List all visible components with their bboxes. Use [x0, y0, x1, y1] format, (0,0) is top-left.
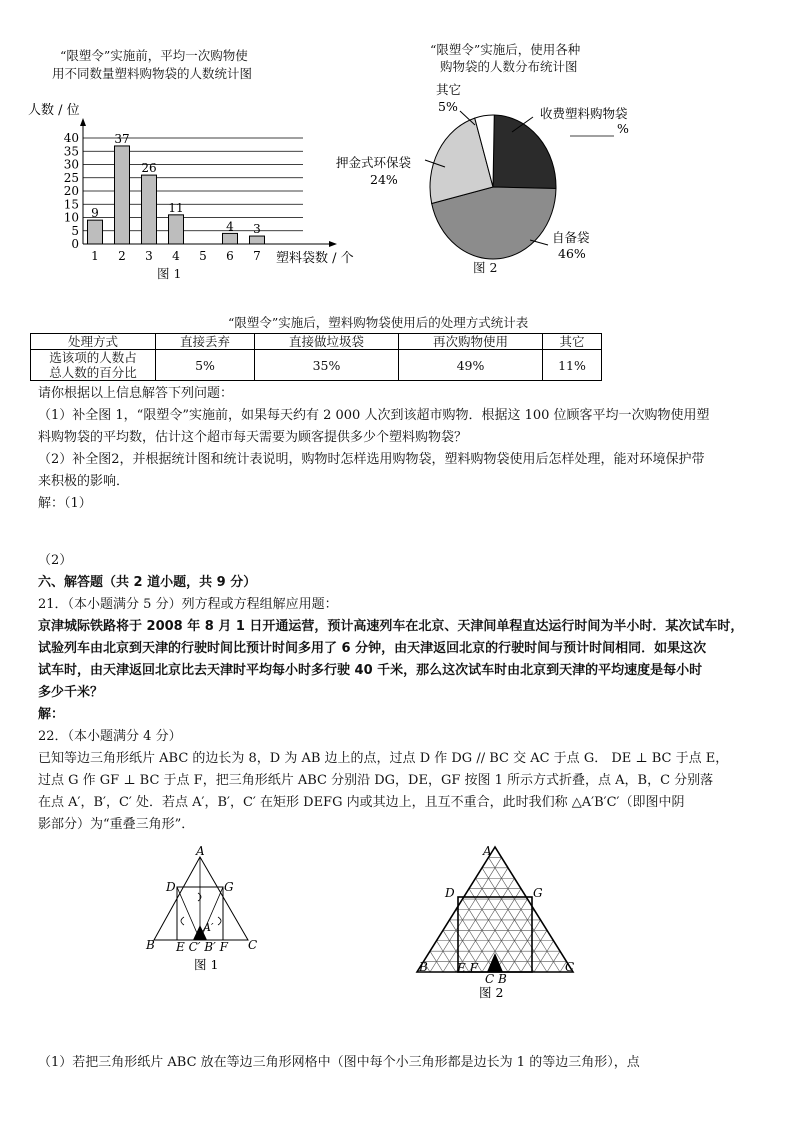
geo2-label-A: A — [483, 844, 492, 858]
table-header-cell: 再次购物使用 — [398, 334, 542, 350]
q21-line4: 多少千米？ — [38, 685, 104, 700]
figure2-title-line1: “限塑令”实施后，使用各种 — [430, 42, 581, 57]
grid-line — [476, 878, 535, 972]
q21-line3: 试车时，由天津返回北京比去天津时平均每小时多行驶 40 千米，那么这次试车时由北京到天津的平均速度是每小时 — [38, 663, 703, 678]
q21-head: 21．（本小题满分 5 分）列方程或方程组解应用题： — [38, 597, 338, 612]
section6-heading: 六、解答题（共 2 道小题，共 9 分） — [38, 575, 257, 590]
geo2-label-B: B — [419, 960, 428, 974]
y-tick-label: 35 — [63, 144, 79, 159]
q20-p2-line2: 来积极的影响． — [38, 474, 130, 489]
q21-body — [38, 616, 768, 726]
geo1-label-bottom: E C′ B′ F — [176, 940, 228, 954]
grid-line — [430, 857, 502, 972]
table-cell: 5% — [156, 350, 255, 381]
geo2-label-CB: C B — [485, 972, 507, 986]
q20-p2-line1: （2）补全图2，并根据统计图和统计表说明，购物时怎样选用购物袋，塑料购物袋使用后怎样处理，能对环境保护带 — [38, 452, 705, 467]
q20-p1-line1: （1）补全图 1，“限塑令”实施前，如果每天约有 2 000 人次到该超市购物．根据这 100 位顾客平均一次购物使用塑 — [38, 408, 710, 423]
y-tick-label: 15 — [63, 197, 79, 212]
pie-label-paid: 收费塑料购物袋 — [540, 106, 628, 121]
bar — [223, 233, 238, 244]
table-header-cell: 直接丢弃 — [156, 334, 255, 350]
x-tick-label: 4 — [172, 249, 180, 263]
y-tick-label: 30 — [63, 157, 79, 172]
pie-label-deposit: 押金式环保袋 — [336, 155, 412, 170]
q22-text — [38, 726, 768, 836]
geometry-figure-1 — [140, 845, 270, 975]
figure1-caption: 图 1 — [157, 266, 182, 281]
geo2-label-G: G — [533, 886, 543, 900]
q22-line3: 在点 A′，B′，C′ 处．若点 A′，B′，C′ 在矩形 DEFG 内或其边上，且互不重合，此时我们称 △A′B′C′（即图中阴 — [38, 795, 685, 810]
bar — [88, 220, 103, 244]
y-tick-label: 25 — [63, 170, 79, 185]
bar-data-label: 3 — [253, 222, 261, 237]
geo2-label-C: C — [565, 960, 575, 974]
x-tick-label: 2 — [118, 249, 126, 263]
x-tick-label: 3 — [145, 249, 153, 263]
pie-chart — [330, 80, 690, 280]
bar — [250, 236, 265, 244]
geo1-label-A: A — [196, 845, 205, 858]
q22-sub1: （1）若把三角形纸片 ABC 放在等边三角形网格中（图中每个小三角形都是边长为 1 的等边三角形），点 — [38, 1055, 640, 1070]
bar-data-label: 26 — [141, 161, 157, 176]
bar-data-label: 4 — [226, 219, 234, 234]
bar-data-label: 9 — [91, 206, 99, 221]
bar — [115, 146, 130, 244]
figure1-title-line2: 用不同数量塑料购物袋的人数统计图 — [52, 66, 253, 81]
x-tick-label: 7 — [253, 249, 261, 263]
y-tick-label: 5 — [71, 223, 79, 238]
geo1-label-B: B — [146, 938, 155, 952]
geo2-caption: 图 2 — [479, 985, 504, 1000]
x-tick-label: 1 — [91, 249, 99, 263]
bar-chart — [28, 86, 378, 286]
q21-answer: 解： — [38, 707, 65, 722]
q20-answer1: 解：（1） — [38, 496, 92, 511]
q21-line1: 京津城际铁路将于 2008 年 8 月 1 日开通运营，预计高速列车在北京、天津间单程直达运行时间为半小时．某次试车时， — [38, 619, 744, 634]
geo1-caption: 图 1 — [194, 957, 219, 972]
bar-data-label: 37 — [114, 131, 130, 146]
q22-line1: 已知等边三角形纸片 ABC 的边长为 8，D 为 AB 边上的点，过点 D 作 DG // BC 交 AC 于点 G． DE ⊥ BC 于点 E， — [38, 751, 729, 766]
table-row-label-line2: 总人数的百分比 — [49, 365, 137, 380]
q21-line2: 试验列车由北京到天津的行驶时间比预计时间多用了 6 分钟，由天津返回北京的行驶时间与预计时间相同．如果这次 — [38, 641, 707, 656]
q20-answer2: （2） — [38, 553, 73, 568]
bar-chart-ylabel: 人数 / 位 — [28, 103, 80, 118]
bar-chart-xlabel: 塑料袋数 / 个 — [276, 251, 354, 266]
y-tick-label: 40 — [63, 131, 79, 145]
x-tick-label: 5 — [199, 249, 207, 263]
y-tick-label: 20 — [63, 184, 79, 198]
table-cell: 35% — [255, 350, 399, 381]
bar — [142, 175, 157, 244]
geometry-figure-2 — [405, 835, 585, 1005]
q20-p1-line2: 料购物袋的平均数，估计这个超市每天需要为顾客提供多少个塑料购物袋？ — [38, 430, 468, 445]
q20-intro: 请你根据以上信息解答下列问题： — [38, 386, 234, 401]
grid-line — [508, 920, 541, 972]
pie-label-self-pct: 46% — [558, 246, 586, 261]
q22-head: 22．（本小题满分 4 分） — [38, 729, 182, 744]
geo1-label-Aprime: A′ — [203, 921, 214, 934]
q22-line4: 影部分）为“重叠三角形”． — [38, 817, 195, 832]
figure2-title-line2: 购物袋的人数分布统计图 — [440, 59, 578, 74]
stat-table — [30, 333, 602, 381]
bar-data-label: 11 — [168, 200, 184, 215]
table-row-label-line1: 选该项的人数占 — [49, 350, 137, 365]
q20-text — [38, 383, 768, 515]
table-header-cell: 直接做垃圾袋 — [255, 334, 399, 350]
geo1-label-G: G — [224, 880, 234, 894]
geo2-label-bottom: E F — [457, 961, 478, 975]
y-tick-label: 0 — [71, 237, 79, 251]
grid-line — [489, 857, 561, 972]
table-row-label — [31, 350, 156, 381]
table-header-cell: 其它 — [542, 334, 601, 350]
pie-label-other-pct: 5% — [438, 99, 458, 114]
grid-line — [482, 899, 528, 972]
table-cell: 11% — [542, 350, 601, 381]
pie-label-other: 其它 — [436, 82, 462, 97]
figure1-title-line1: “限塑令”实施前，平均一次购物使 — [60, 48, 248, 63]
q22-line2: 过点 G 作 GF ⊥ BC 于点 F，把三角形纸片 ABC 分别沿 DG，DE，GF 按图 1 所示方式折叠，点 A，B，C 分别落 — [38, 773, 714, 788]
grid-line — [456, 878, 515, 972]
geo2-label-D: D — [445, 886, 455, 900]
bar — [169, 215, 184, 244]
x-tick-label: 6 — [226, 249, 234, 263]
geo1-label-C: C — [248, 938, 258, 952]
pie-label-paid-pct: % — [617, 121, 629, 136]
geo1-label-D: D — [166, 880, 176, 894]
table-cell: 49% — [398, 350, 542, 381]
pie-label-deposit-pct: 24% — [370, 172, 398, 187]
y-tick-label: 10 — [63, 210, 79, 225]
table-header-cell: 处理方式 — [31, 334, 156, 350]
pie-label-self: 自备袋 — [552, 230, 590, 245]
pie-slice — [493, 115, 556, 188]
table-title: “限塑令”实施后，塑料购物袋使用后的处理方式统计表 — [228, 315, 529, 330]
y-axis-arrow — [80, 118, 86, 126]
figure2-caption: 图 2 — [473, 260, 498, 275]
